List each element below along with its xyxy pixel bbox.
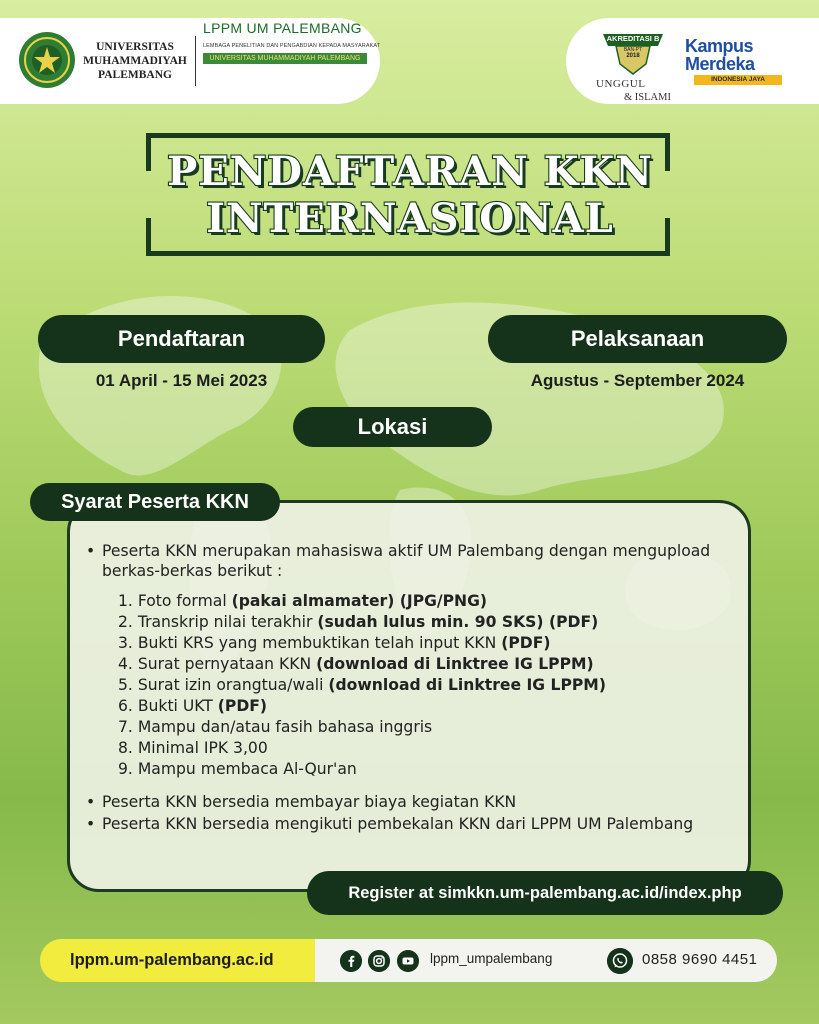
- pendaftaran-label: Pendaftaran: [38, 315, 325, 363]
- requirement-briefing: Peserta KKN bersedia mengikuti pembekalan KKN dari LPPM UM Palembang: [102, 815, 694, 833]
- lppm-university-bar: UNIVERSITAS MUHAMMADIYAH PALEMBANG: [203, 53, 367, 64]
- phone-number[interactable]: 0858 9690 4451: [642, 951, 758, 968]
- pendaftaran-date: 01 April - 15 Mei 2023: [95, 371, 268, 390]
- whatsapp-icon[interactable]: [607, 948, 633, 974]
- requirement-text: 8. Minimal IPK 3,00: [118, 739, 268, 757]
- pelaksanaan-date: Agustus - September 2024: [530, 371, 745, 390]
- requirement-bullet: [86, 792, 736, 812]
- requirement-bold: (PDF): [501, 634, 551, 652]
- requirement-item: [118, 759, 758, 779]
- accreditation-label: AKREDITASI B: [606, 34, 660, 43]
- register-link[interactable]: Register at simkkn.um-palembang.ac.id/index.php: [307, 871, 783, 915]
- requirement-bullet: [86, 541, 736, 581]
- accreditation-header: [566, 18, 819, 104]
- requirement-bold: (pakai almamater) (JPG/PNG): [231, 592, 488, 610]
- requirement-intro: Peserta KKN merupakan mahasiswa aktif UM Palembang dengan mengupload berkas-berkas berikut :: [102, 542, 711, 580]
- requirement-text: 9. Mampu membaca Al-Qur'an: [118, 760, 357, 778]
- indonesia-jaya-bar: INDONESIA JAYA: [694, 75, 782, 85]
- requirement-bullet: [86, 814, 736, 834]
- requirement-bold: (sudah lulus min. 90 SKS) (PDF): [317, 613, 599, 631]
- lppm-subtitle: LEMBAGA PENELITIAN DAN PENGABDIAN KEPADA MASYARAKAT: [203, 43, 381, 49]
- youtube-icon[interactable]: [397, 950, 419, 972]
- unggul-text: UNGGUL: [596, 78, 646, 90]
- requirement-item: [118, 612, 758, 632]
- website-link[interactable]: [40, 939, 315, 982]
- lppm-title: LPPM UM PALEMBANG: [203, 20, 362, 36]
- um-palembang-seal-icon: [18, 31, 76, 89]
- university-name-line: PALEMBANG: [98, 69, 172, 81]
- facebook-icon[interactable]: [340, 950, 362, 972]
- instagram-icon[interactable]: [368, 950, 390, 972]
- accreditation-org: BAN-PT: [623, 47, 643, 53]
- requirement-bold: (download di Linktree IG LPPM): [328, 676, 606, 694]
- university-name-line: MUHAMMADIYAH: [83, 55, 187, 67]
- requirement-bold: (download di Linktree IG LPPM): [316, 655, 594, 673]
- requirement-text: 2. Transkrip nilai terakhir: [118, 613, 318, 631]
- page-title-line1: PENDAFTARAN KKN: [167, 148, 653, 195]
- lokasi-label: Lokasi: [293, 407, 492, 447]
- kampus-merdeka-logo-line2: Merdeka: [685, 54, 755, 74]
- bullet-dot: •: [86, 815, 96, 833]
- requirement-text: 4. Surat pernyataan KKN: [118, 655, 317, 673]
- requirement-item: [118, 591, 758, 611]
- requirement-text: 6. Bukti UKT: [118, 697, 218, 715]
- kampus-merdeka-logo-line1: Kampus: [685, 36, 754, 56]
- requirement-item: [118, 717, 758, 737]
- social-handle[interactable]: lppm_umpalembang: [430, 951, 553, 966]
- pelaksanaan-label: Pelaksanaan: [488, 315, 787, 363]
- header-divider: [195, 36, 196, 86]
- islami-text: & ISLAMI: [624, 92, 671, 103]
- university-name-line: UNIVERSITAS: [96, 41, 174, 53]
- requirement-text: 5. Surat izin orangtua/wali: [118, 676, 329, 694]
- requirement-text: 1. Foto formal: [118, 592, 232, 610]
- requirement-bold: (PDF): [217, 697, 268, 715]
- university-name: [80, 40, 190, 82]
- requirement-item: [118, 654, 758, 674]
- requirement-item: [118, 675, 758, 695]
- accreditation-year: 2018: [626, 53, 640, 59]
- requirement-text: 7. Mampu dan/atau fasih bahasa inggris: [118, 718, 433, 736]
- page-title-line2: INTERNASIONAL: [206, 195, 614, 242]
- requirement-item: [118, 696, 758, 716]
- requirements-heading: Syarat Peserta KKN: [30, 483, 280, 521]
- bullet-dot: •: [86, 793, 96, 811]
- requirement-fee: Peserta KKN bersedia membayar biaya kegiatan KKN: [102, 793, 517, 811]
- website-url: lppm.um-palembang.ac.id: [70, 951, 274, 969]
- requirement-text: 3. Bukti KRS yang membuktikan telah input KKN: [118, 634, 502, 652]
- requirement-item: [118, 633, 758, 653]
- requirement-item: [118, 738, 758, 758]
- bullet-dot: •: [86, 542, 96, 560]
